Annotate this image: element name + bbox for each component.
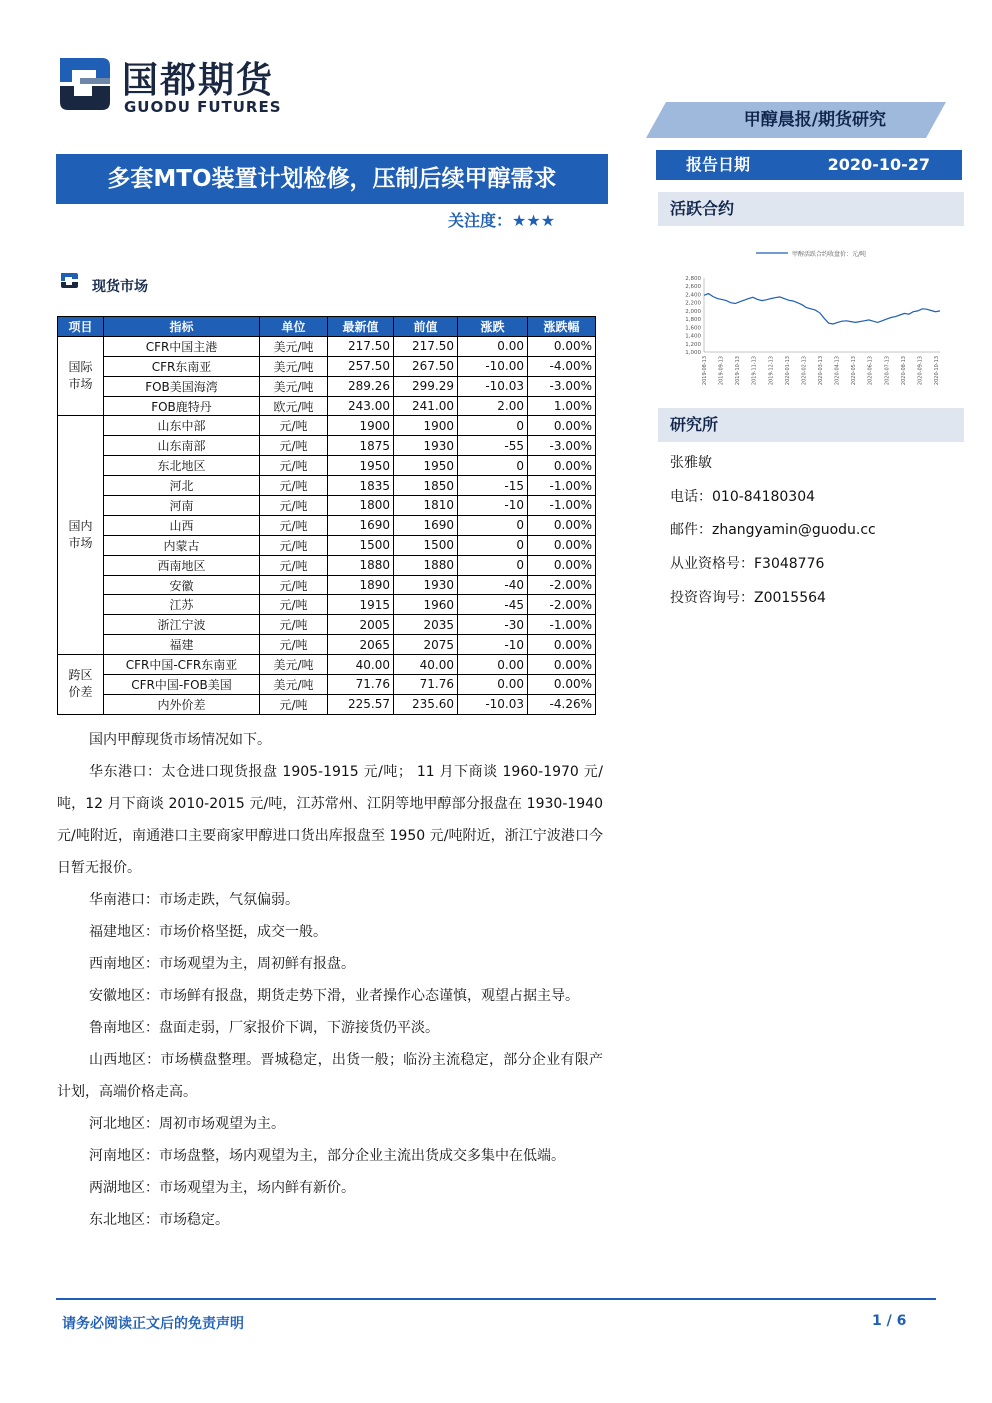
table-cell: 元/吨: [260, 575, 328, 595]
table-cell: 元/吨: [260, 694, 328, 714]
logo-mark-icon: [52, 52, 114, 114]
table-row: [58, 456, 596, 476]
table-cell: -1.00%: [528, 615, 596, 635]
table-row: [58, 535, 596, 555]
table-cell: CFR中国-FOB美国: [104, 675, 260, 695]
x-tick-label: 2019-11-13: [751, 356, 758, 386]
paragraph: 华东港口：太仓进口现货报盘 1905-1915 元/吨； 11 月下商谈 1960-1970 元/吨，12 月下商谈 2010-2015 元/吨，江苏常州、江阴等地甲醇部分报盘在 1930-1940 元/吨附近，南通港口主要商家甲醇进口货出库报盘至 1950 元/吨附近，浙江宁波港口今日暂无报价。: [57, 764, 603, 876]
table-cell: 0.00: [458, 336, 528, 356]
table-cell: 西南地区: [104, 555, 260, 575]
attention-rating: 关注度：★★★: [448, 211, 556, 230]
table-cell: 元/吨: [260, 515, 328, 535]
table-cell: 欧元/吨: [260, 396, 328, 416]
table-row: [58, 356, 596, 376]
table-cell: -10: [458, 635, 528, 655]
table-cell: 1875: [328, 436, 394, 456]
y-tick-label: 2,800: [685, 276, 701, 282]
spot-market-title: 现货市场: [92, 279, 148, 295]
logo-text-cn: 国都期货: [122, 60, 275, 101]
table-cell: -2.00%: [528, 595, 596, 615]
table-cell: 1890: [328, 575, 394, 595]
x-tick-label: 2020-05-13: [851, 356, 858, 386]
table-cell: 东北地区: [104, 456, 260, 476]
table-cell: -10.03: [458, 694, 528, 714]
table-cell: 0.00%: [528, 515, 596, 535]
table-cell: 浙江宁波: [104, 615, 260, 635]
table-header-row: [58, 317, 596, 337]
section-icon: [58, 271, 80, 289]
table-group-label-line: 价差: [68, 685, 93, 700]
y-tick-label: 1,800: [685, 317, 701, 324]
table-cell: 内蒙古: [104, 535, 260, 555]
table-cell: 1880: [394, 555, 458, 575]
table-cell: -30: [458, 615, 528, 635]
table-cell: 0.00%: [528, 635, 596, 655]
table-row: [58, 595, 596, 615]
table-cell: 241.00: [394, 396, 458, 416]
x-tick-label: 2020-10-13: [934, 356, 940, 386]
table-cell: -10: [458, 496, 528, 516]
table-cell: 河南: [104, 496, 260, 516]
spot-price-table: [57, 316, 596, 715]
table-cell: 0.00%: [528, 416, 596, 436]
analyst-name: 张雅敏: [670, 455, 712, 471]
table-header-cell: 项目: [58, 317, 104, 337]
table-group-label: [58, 336, 104, 416]
table-row: [58, 496, 596, 516]
paragraph: 两湖地区：市场观望为主，场内鲜有新价。: [89, 1180, 355, 1196]
table-cell: 0: [458, 456, 528, 476]
table-cell: 2065: [328, 635, 394, 655]
table-cell: 235.60: [394, 694, 458, 714]
x-tick-label: 2019-08-13: [702, 356, 708, 386]
table-cell: 元/吨: [260, 635, 328, 655]
table-cell: 2075: [394, 635, 458, 655]
table-cell: 美元/吨: [260, 356, 328, 376]
table-cell: 0.00%: [528, 555, 596, 575]
x-tick-label: 2020-08-13: [900, 356, 907, 386]
analyst-consult: 投资咨询号：Z0015564: [670, 590, 826, 606]
table-cell: -45: [458, 595, 528, 615]
table-cell: 1930: [394, 436, 458, 456]
table-row: [58, 555, 596, 575]
table-header-cell: 前值: [394, 317, 458, 337]
table-cell: 225.57: [328, 694, 394, 714]
table-cell: -10.03: [458, 376, 528, 396]
table-cell: -1.00%: [528, 476, 596, 496]
table-cell: 1690: [394, 515, 458, 535]
footer-divider: [56, 1298, 936, 1300]
table-cell: 山西: [104, 515, 260, 535]
analyst-license: 从业资格号：F3048776: [670, 556, 825, 572]
table-cell: FOB鹿特丹: [104, 396, 260, 416]
table-cell: 1835: [328, 476, 394, 496]
table-header-cell: 涨跌: [458, 317, 528, 337]
x-tick-label: 2019-09-13: [718, 356, 725, 386]
table-cell: -15: [458, 476, 528, 496]
table-cell: 0: [458, 535, 528, 555]
paragraph: 福建地区：市场价格坚挺，成交一般。: [89, 924, 327, 940]
company-logo: [52, 52, 292, 122]
table-group-label-line: 国际: [68, 360, 93, 375]
table-cell: 元/吨: [260, 615, 328, 635]
table-cell: 1960: [394, 595, 458, 615]
table-cell: 元/吨: [260, 595, 328, 615]
table-cell: 1690: [328, 515, 394, 535]
table-cell: -2.00%: [528, 575, 596, 595]
table-cell: 美元/吨: [260, 655, 328, 675]
table-cell: -10.00: [458, 356, 528, 376]
table-group-label-line: 国内: [68, 519, 93, 534]
y-tick-label: 1,600: [685, 325, 701, 332]
report-category: 甲醇晨报/期货研究: [743, 110, 886, 130]
table-group-label: [58, 655, 104, 715]
table-cell: 0.00: [458, 675, 528, 695]
table-header-cell: 最新值: [328, 317, 394, 337]
paragraph: 华南港口：市场走跌，气氛偏弱。: [89, 892, 299, 908]
table-cell: 1800: [328, 496, 394, 516]
disclaimer-link[interactable]: 请务必阅读正文后的免责声明: [62, 1316, 244, 1332]
table-row: [58, 396, 596, 416]
table-cell: 0.00%: [528, 535, 596, 555]
table-cell: 元/吨: [260, 496, 328, 516]
table-row: [58, 615, 596, 635]
y-tick-label: 1,000: [685, 350, 701, 356]
y-tick-label: 2,400: [685, 292, 701, 299]
table-group-label-line: 市场: [68, 536, 93, 551]
table-cell: -4.26%: [528, 694, 596, 714]
page-number: 1 / 6: [872, 1313, 907, 1329]
report-date-label: 报告日期: [686, 155, 751, 174]
table-cell: 元/吨: [260, 436, 328, 456]
table-cell: 0.00: [458, 655, 528, 675]
y-tick-label: 2,600: [685, 284, 701, 291]
table-cell: 217.50: [394, 336, 458, 356]
table-group-label-line: 市场: [68, 377, 93, 392]
table-cell: 1850: [394, 476, 458, 496]
table-cell: -1.00%: [528, 496, 596, 516]
table-cell: -4.00%: [528, 356, 596, 376]
table-header-cell: 单位: [260, 317, 328, 337]
table-cell: 2035: [394, 615, 458, 635]
paragraph: 西南地区：市场观望为主，周初鲜有报盘。: [89, 956, 355, 972]
table-cell: 0.00%: [528, 655, 596, 675]
table-cell: CFR中国主港: [104, 336, 260, 356]
table-cell: 元/吨: [260, 476, 328, 496]
table-row: [58, 675, 596, 695]
table-cell: 福建: [104, 635, 260, 655]
paragraph: 山西地区：市场横盘整理。晋城稳定，出货一般；临汾主流稳定，部分企业有限产计划，高端价格走高。: [57, 1052, 603, 1100]
paragraph: 国内甲醇现货市场情况如下。: [89, 732, 271, 748]
x-tick-label: 2020-01-13: [784, 356, 791, 386]
table-header-cell: 指标: [104, 317, 260, 337]
table-cell: 0.00%: [528, 336, 596, 356]
table-cell: 289.26: [328, 376, 394, 396]
report-date-box: [656, 150, 962, 180]
x-tick-label: 2020-03-13: [818, 356, 824, 386]
x-tick-label: 2020-02-13: [801, 356, 808, 386]
table-cell: 1915: [328, 595, 394, 615]
table-cell: 71.76: [328, 675, 394, 695]
table-cell: 71.76: [394, 675, 458, 695]
table-cell: 217.50: [328, 336, 394, 356]
table-header-cell: 涨跌幅: [528, 317, 596, 337]
y-tick-label: 1,400: [685, 333, 701, 340]
research-label: 研究所: [670, 415, 719, 434]
table-cell: 1930: [394, 575, 458, 595]
table-cell: 1950: [394, 456, 458, 476]
paragraph: 河北地区：周初市场观望为主。: [89, 1116, 285, 1132]
table-group-label-line: 跨区: [68, 668, 93, 683]
table-cell: 40.00: [394, 655, 458, 675]
table-cell: 0: [458, 515, 528, 535]
table-cell: 2.00: [458, 396, 528, 416]
active-contract-chart: [676, 244, 946, 394]
paragraph: 鲁南地区：盘面走弱，厂家报价下调，下游接货仍平淡。: [89, 1020, 439, 1036]
table-cell: 内外价差: [104, 694, 260, 714]
table-cell: 江苏: [104, 595, 260, 615]
table-cell: 元/吨: [260, 416, 328, 436]
table-cell: 2005: [328, 615, 394, 635]
title-box: [56, 154, 608, 204]
table-row: [58, 655, 596, 675]
table-group-label: [58, 416, 104, 655]
report-date-value: 2020-10-27: [827, 155, 930, 174]
table-cell: -55: [458, 436, 528, 456]
logo-text-en: GUODU FUTURES: [124, 98, 282, 116]
table-cell: -3.00%: [528, 436, 596, 456]
table-row: [58, 635, 596, 655]
table-cell: 山东中部: [104, 416, 260, 436]
table-cell: 299.29: [394, 376, 458, 396]
table-row: [58, 376, 596, 396]
table-row: [58, 515, 596, 535]
table-row: [58, 694, 596, 714]
table-cell: 1500: [394, 535, 458, 555]
x-tick-label: 2020-09-13: [917, 356, 924, 386]
table-cell: 1500: [328, 535, 394, 555]
market-commentary: [57, 724, 603, 1236]
y-tick-label: 1,200: [685, 341, 701, 348]
y-tick-label: 2,200: [685, 300, 701, 307]
table-cell: 河北: [104, 476, 260, 496]
table-cell: 1900: [394, 416, 458, 436]
report-title: 多套MTO装置计划检修，压制后续甲醇需求: [107, 166, 557, 192]
active-contract-header: [658, 192, 964, 226]
table-cell: 1.00%: [528, 396, 596, 416]
category-banner: [646, 102, 946, 138]
table-row: [58, 416, 596, 436]
table-cell: 0: [458, 416, 528, 436]
x-tick-label: 2020-07-13: [884, 356, 891, 386]
research-header: [658, 408, 964, 442]
table-cell: 0: [458, 555, 528, 575]
table-cell: 0.00%: [528, 456, 596, 476]
table-cell: 山东南部: [104, 436, 260, 456]
y-tick-label: 2,000: [685, 308, 701, 315]
table-cell: 1880: [328, 555, 394, 575]
table-cell: 美元/吨: [260, 336, 328, 356]
table-cell: 元/吨: [260, 535, 328, 555]
analyst-email: 邮件：zhangyamin@guodu.cc: [670, 522, 876, 538]
table-cell: 美元/吨: [260, 376, 328, 396]
x-tick-label: 2019-12-13: [768, 356, 775, 386]
table-cell: 1950: [328, 456, 394, 476]
table-cell: 267.50: [394, 356, 458, 376]
table-row: [58, 336, 596, 356]
active-contract-label: 活跃合约: [670, 199, 735, 218]
x-tick-label: 2019-10-13: [735, 356, 742, 386]
table-cell: CFR东南亚: [104, 356, 260, 376]
table-cell: -40: [458, 575, 528, 595]
table-cell: 243.00: [328, 396, 394, 416]
x-tick-label: 2020-06-13: [867, 356, 874, 386]
table-cell: 257.50: [328, 356, 394, 376]
table-cell: 安徽: [104, 575, 260, 595]
table-cell: 1900: [328, 416, 394, 436]
table-cell: 0.00%: [528, 675, 596, 695]
table-row: [58, 575, 596, 595]
paragraph: 东北地区：市场稳定。: [89, 1212, 229, 1228]
table-cell: FOB美国海湾: [104, 376, 260, 396]
table-cell: -3.00%: [528, 376, 596, 396]
table-row: [58, 436, 596, 456]
paragraph: 安徽地区：市场鲜有报盘，期货走势下滑，业者操作心态谨慎，观望占据主导。: [89, 988, 579, 1004]
x-tick-label: 2020-04-13: [834, 356, 841, 386]
table-cell: 美元/吨: [260, 675, 328, 695]
table-cell: CFR中国-CFR东南亚: [104, 655, 260, 675]
table-row: [58, 476, 596, 496]
analyst-phone: 电话：010-84180304: [670, 489, 816, 505]
legend-label: 甲醇活跃合约收盘价：元/吨: [792, 251, 867, 258]
table-cell: 40.00: [328, 655, 394, 675]
table-cell: 元/吨: [260, 555, 328, 575]
series-line: [704, 294, 940, 324]
table-cell: 1810: [394, 496, 458, 516]
paragraph: 河南地区：市场盘整，场内观望为主，部分企业主流出货成交多集中在低端。: [89, 1148, 565, 1164]
table-cell: 元/吨: [260, 456, 328, 476]
